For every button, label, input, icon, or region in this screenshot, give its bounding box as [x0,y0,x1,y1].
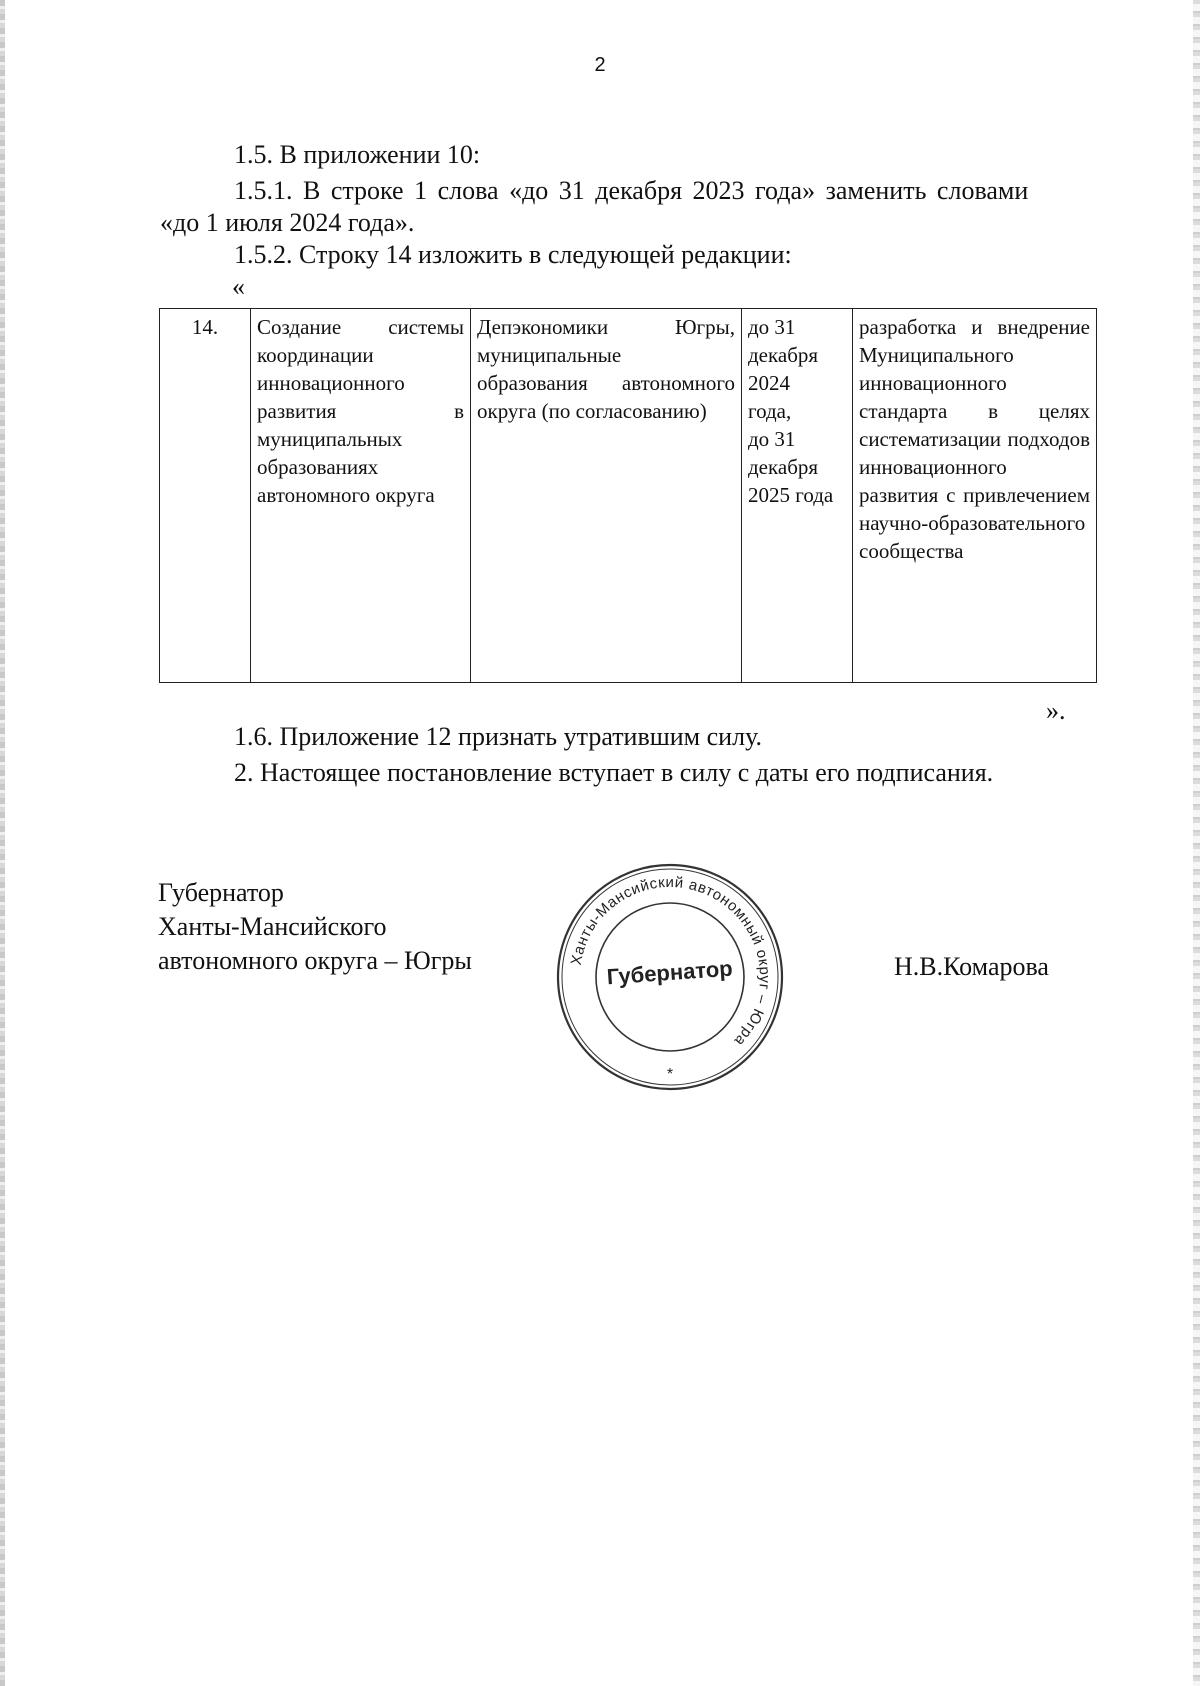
signatory-name: Н.В.Комарова [894,952,1049,981]
seal-ring-text: Ханты-Мансийский автономный округ – Югра [567,873,774,1050]
row-number: 14. [191,315,219,339]
scan-edge-right [1193,0,1200,1686]
paragraph-1-5-2: 1.5.2. Строку 14 изложить в следующей редакции: [234,240,792,269]
activity-cell [251,309,471,683]
table-row [160,309,1097,683]
deadline-line: года, [748,399,792,423]
paragraph-1-5-1-line2: «до 1 июля 2024 года». [160,208,415,237]
paragraph-1-5: 1.5. В приложении 10: [234,140,481,169]
executor-cell [471,309,742,683]
result-cell [853,309,1097,683]
deadline-cell [742,309,853,683]
deadline-line: до 31 [748,315,796,339]
deadline-line: 2025 года [748,483,834,507]
opening-quote: « [232,272,245,301]
signatory-position-line-1: Губернатор [158,878,284,907]
paragraph-2: 2. Настоящее постановление вступает в силу с даты его подписания. [234,758,994,787]
paragraph-1-6: 1.6. Приложение 12 признать утратившим силу. [234,722,762,751]
official-seal-icon [555,862,785,1092]
page-number: 2 [594,54,606,76]
signatory-position-line-2: Ханты-Мансийского [158,912,387,941]
result-text: разработка и внедрение Муниципального инновационного стандарта в целях систематизации подходов инновационного развития с привлечением научно-образовательного сообщества [859,315,1090,563]
executor-text: Депэкономики Югры, муниципальные образования автономного округа (по согласованию) [477,315,735,423]
row-number-cell [160,309,251,683]
deadline-line: до 31 [748,427,796,451]
deadline-line: 2024 [748,371,790,395]
activity-text: Создание системы координации инновационного развития в муниципальных образованиях автономного округа [257,315,464,507]
scan-edge-left [0,0,5,1686]
closing-quote: ». [1046,696,1066,725]
signatory-position-line-3: автономного округа – Югры [158,946,472,975]
paragraph-1-5-1-line1: 1.5.1. В строке 1 слова «до 31 декабря 2023 года» заменить словами [234,176,1029,205]
seal-star: * [666,1066,674,1083]
deadline-line: декабря [748,455,819,479]
deadline-line: декабря [748,343,819,367]
amendment-table [159,308,1097,683]
seal-center-text: Губернатор [605,955,734,990]
